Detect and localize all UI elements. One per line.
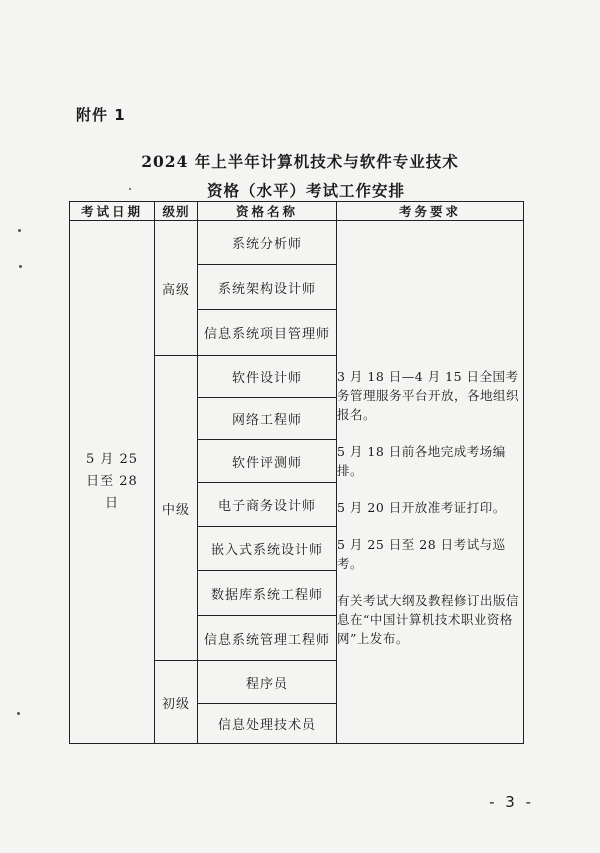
exam-date: 5 月 25 日至 28 日: [85, 452, 139, 511]
qualification-cell: 软件设计师: [198, 356, 337, 398]
qualification-cell: 系统架构设计师: [198, 265, 337, 310]
level-junior: 初级: [155, 661, 198, 744]
scan-speck: [129, 188, 131, 190]
title-line-2-text: 资格（水平）考试工作安排: [206, 181, 405, 200]
requirement-item: 5 月 18 日前各地完成考场编排。: [337, 444, 506, 478]
qualification-cell: 程序员: [198, 661, 337, 704]
requirement-item: 3 月 18 日—4 月 15 日全国考务管理服务平台开放，各地组织报名。: [337, 369, 520, 422]
qualification-cell: 信息系统管理工程师: [198, 616, 337, 661]
attachment-label: 附件 1: [76, 106, 126, 124]
header-exam-date: 考试日期: [70, 202, 155, 221]
qualification-cell: 信息系统项目管理师: [198, 310, 337, 356]
scan-speck: [18, 229, 21, 232]
scan-speck: [17, 712, 20, 715]
requirements-cell: [337, 221, 524, 744]
qualification-cell: 嵌入式系统设计师: [198, 527, 337, 571]
requirement-item: 5 月 25 日至 28 日考试与巡考。: [337, 537, 506, 571]
title-line-2: [0, 179, 600, 201]
qualification-cell: 数据库系统工程师: [198, 571, 337, 616]
level-intermediate: 中级: [155, 356, 198, 661]
qualification-cell: 网络工程师: [198, 398, 337, 440]
header-level: 级别: [155, 202, 198, 221]
table-header-row: [70, 202, 524, 221]
title-line-1: 2024 年上半年计算机技术与软件专业技术: [141, 152, 459, 171]
qualification-cell: 软件评测师: [198, 440, 337, 483]
header-requirements: 考务要求: [337, 202, 524, 221]
page-number: - 3 -: [489, 793, 534, 811]
qualification-cell: 信息处理技术员: [198, 704, 337, 744]
level-senior: 高级: [155, 221, 198, 356]
requirement-item: 有关考试大纲及教程修订出版信息在“中国计算机技术职业资格网”上发布。: [337, 593, 520, 646]
qualification-cell: 系统分析师: [198, 221, 337, 265]
requirement-item: 5 月 20 日开放准考证打印。: [337, 500, 506, 515]
exam-schedule-table: [69, 201, 524, 744]
exam-date-cell: [70, 221, 155, 744]
qualification-cell: 电子商务设计师: [198, 483, 337, 527]
table-row: [70, 221, 524, 265]
header-qualification: 资格名称: [198, 202, 337, 221]
scan-speck: [19, 265, 22, 268]
